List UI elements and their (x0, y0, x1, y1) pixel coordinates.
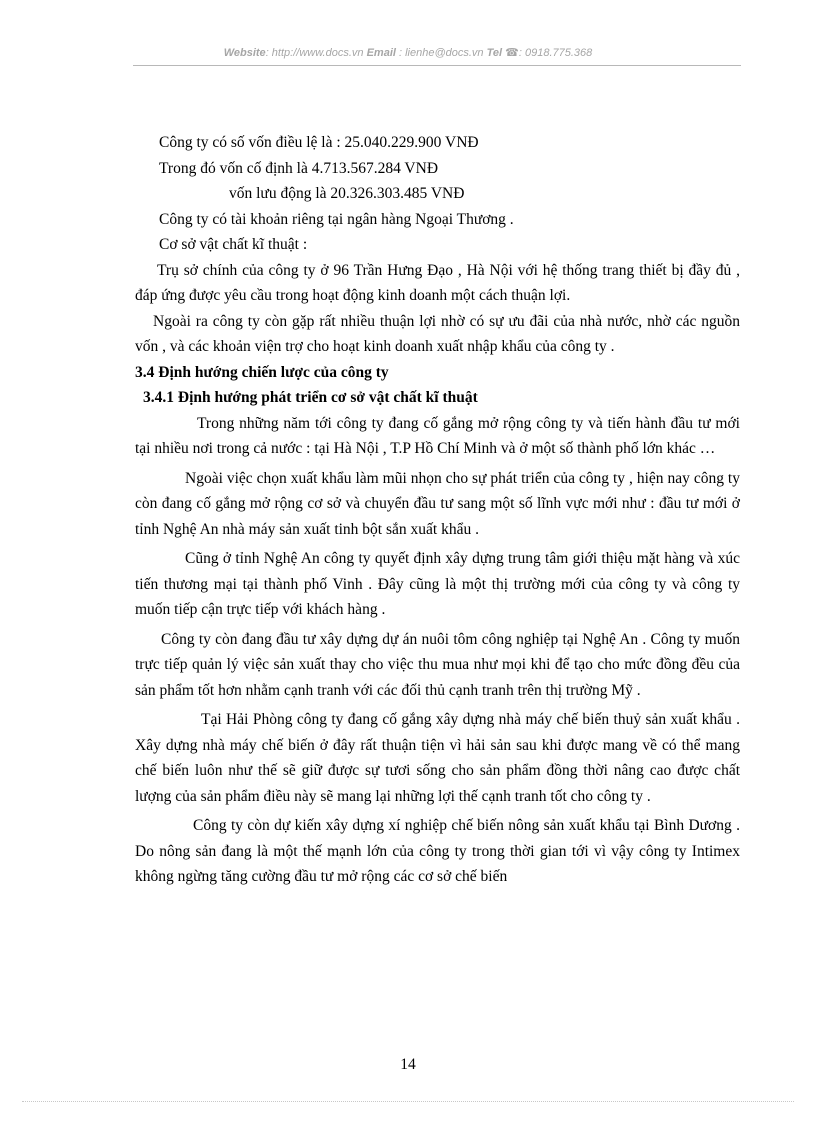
header-divider (133, 65, 741, 66)
email-label: Email (366, 47, 396, 59)
fixed-capital-line: Trong đó vốn cố định là 4.713.567.284 VNĐ (159, 159, 439, 177)
facilities-heading-line: Cơ sở vật chất kĩ thuật : (159, 236, 308, 253)
tel-label: Tel (486, 47, 503, 59)
page-number: 14 (400, 1056, 416, 1073)
section-heading-3-4: 3.4 Định hướng chiến lược của công ty (135, 363, 389, 381)
phone-icon: ☎ (505, 47, 519, 59)
paragraph-binh-duong: Công ty còn dự kiến xây dựng xí nghiệp chế biến nông sản xuất khẩu tại Bình Dương . Do nông sản đang là một thế mạnh lớn của công ty trong thời gian tới vì vậy công ty Intimex không ngừng tăng cường đầu tư mở rộng các cơ sở chế biến (135, 817, 740, 885)
website-value: : http://www.docs.vn (265, 47, 364, 59)
page-header (0, 46, 816, 59)
email-value: : lienhe@docs.vn (395, 47, 484, 59)
paragraph-advantages: Ngoài ra công ty còn gặp rất nhiều thuận lợi nhờ có sự ưu đãi của nhà nước, nhờ các nguồn vốn , và các khoản viện trợ cho hoạt kinh doanh xuất nhập khẩu của công ty . (135, 312, 740, 355)
website-label: Website (223, 47, 266, 59)
footer-divider (22, 1101, 794, 1102)
tel-value: : 0918.775.368 (518, 47, 593, 59)
paragraph-export-focus: Ngoài việc chọn xuất khẩu làm mũi nhọn cho sự phát triển của công ty , hiện nay công ty còn đang cố gắng mở rộng cơ sở và chuyển đầu tư sang một số lĩnh vực mới như : đầu tư mới ở tỉnh Nghệ An nhà máy sản xuất tinh bột sắn xuất khẩu . (135, 469, 740, 538)
paragraph-shrimp-project: Công ty còn đang đầu tư xây dựng dự án nuôi tôm công nghiệp tại Nghệ An . Công ty muốn trực tiếp quản lý việc sản xuất thay cho việc thu mua như mọi khi để tạo cho mức đồng đều của sản phẩm tốt hơn nhằm cạnh tranh với các đối thủ cạnh tranh trên thị trường Mỹ . (135, 630, 740, 699)
paragraph-expansion: Trong những năm tới công ty đang cố gắng mở rộng công ty và tiến hành đầu tư mới tại nhiều nơi trong cả nước : tại Hà Nội , T.P Hồ Chí Minh và ở một số thành phố lớn khác … (135, 414, 740, 457)
bank-account-line: Công ty có tài khoản riêng tại ngân hàng Ngoại Thương . (159, 210, 514, 228)
working-capital-line: vốn lưu động là 20.326.303.485 VNĐ (229, 185, 465, 202)
charter-capital-line: Công ty có số vốn điều lệ là : 25.040.229.900 VNĐ (159, 134, 479, 151)
paragraph-headquarters: Trụ sở chính của công ty ở 96 Trần Hưng Đạo , Hà Nội với hệ thống trang thiết bị đầy đủ , đáp ứng được yêu cầu trong hoạt động kinh doanh một cách thuận lợi. (135, 261, 740, 304)
document-body (135, 130, 740, 890)
paragraph-hai-phong: Tại Hải Phòng công ty đang cố gắng xây dựng nhà máy chế biến thuỷ sản xuất khẩu . Xây dựng nhà máy chế biến ở đây rất thuận tiện vì hải sản sau khi được mang về có thể mang chế biến luôn như thế sẽ giữ được sự tươi sống cho sản phẩm đồng thời nâng cao được chất lượng của sản phẩm điều này sẽ mang lại những lợi thế cạnh tranh tốt cho công ty . (135, 711, 740, 805)
paragraph-vinh-center: Cũng ở tỉnh Nghệ An công ty quyết định xây dựng trung tâm giới thiệu mặt hàng và xúc tiến thương mại tại thành phố Vinh . Đây cũng là một thị trường mới của công ty và công ty muốn tiếp cận trực tiếp với khách hàng . (135, 550, 740, 618)
section-heading-3-4-1: 3.4.1 Định hướng phát triển cơ sở vật chất kĩ thuật (143, 389, 478, 406)
